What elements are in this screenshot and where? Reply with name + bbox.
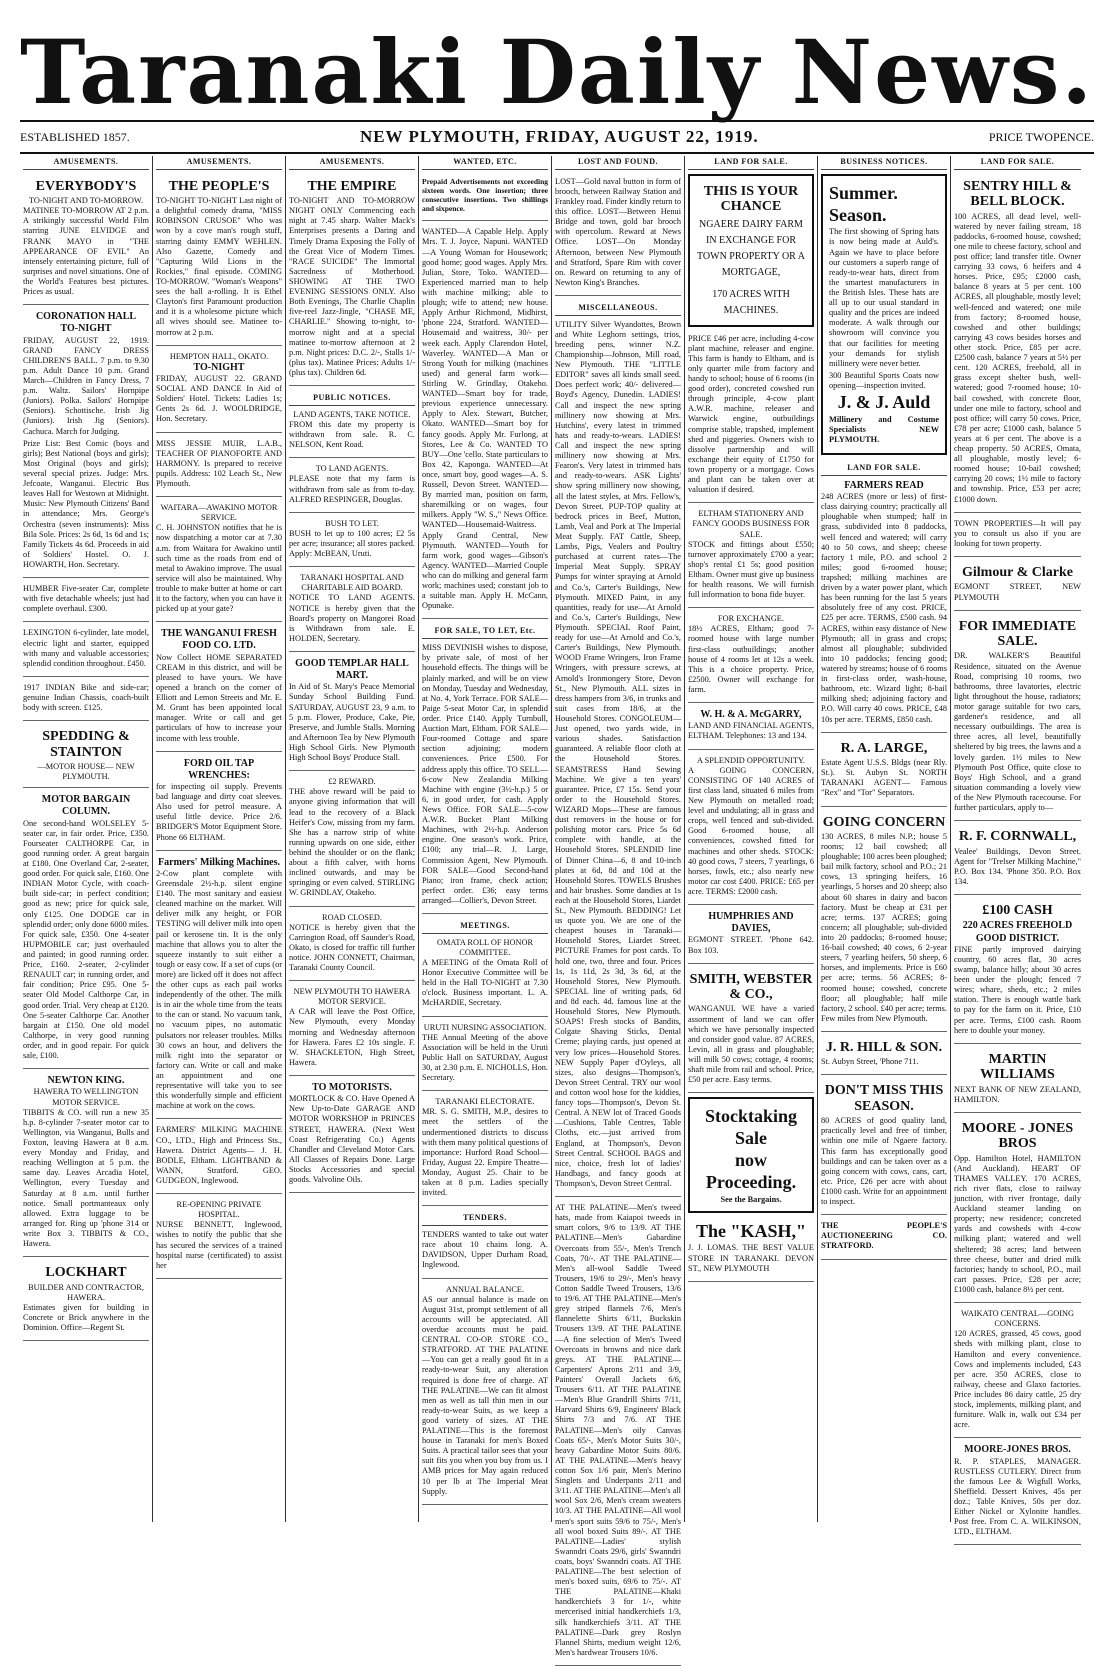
ad-title: THE WANGANUI FRESH FOOD CO. LTD. <box>161 628 277 652</box>
ad-title: THE PEOPLE'S <box>168 178 270 194</box>
ad-body: A GOING CONCERN, CONSISTING OF 140 ACRES of first class land, situated 6 miles from New Plymouth on metalled road; level and undulating; all in grass and crops, well fenced and sub-divided. Good 6-roomed house, all conveniences, cowshed fitted for machines and other sheds. STOCK: 40 good cows, 7 steers, 7 yearlings, 6 horses, fowls, etc.; also nearly new motor car cost £400. PRICE: £65 per acre. TERMS: £2000 cash. <box>688 765 814 896</box>
ad-title: Gilmour & Clarke <box>962 565 1073 581</box>
notice-reward <box>289 774 415 906</box>
ad-subtitle: TO-NIGHT <box>60 323 112 335</box>
lost-found-list <box>555 174 681 296</box>
section-heading: MISCELLANEOUS. <box>555 302 681 316</box>
ad-body: NEXT BANK OF NEW ZEALAND, HAMILTON. <box>954 1084 1081 1104</box>
ad-title: J. R. HILL & SON. <box>825 1039 943 1055</box>
ad-title: SENTRY HILL & BELL BLOCK. <box>963 178 1072 210</box>
ad-subtitle: TO-NIGHT AND TO-MORROW. <box>28 196 144 206</box>
column-heading: AMUSEMENTS. <box>289 156 415 170</box>
ad-body: The first showing of Spring hats is now being made at Auld's. Again we have to place before our customers a superb range of ready-to-wear hats, direct from the smartest manufacturers in the British Isles. These hats are all up to our usual standard in quality and the prices are indeed moderate. A walk through our showroom will convince you that our facilities for meeting your demands for stylish millinery were never better. <box>829 227 939 368</box>
ad-title: FORD OIL TAP WRENCHES: <box>183 757 255 781</box>
ad-title: TARANAKI ELECTORATE. <box>435 1097 535 1107</box>
column-1 <box>20 156 153 1522</box>
section-heading: TENDERS. <box>422 1212 548 1226</box>
ad-body: UTILITY Silver Wyandottes, Brown and White Leghorn settings, trios, breeding pens, winner N.Z. Championship—Johnson, Mill road, New Plymouth. THE "LITTLE EDITOR" saves all kinds small seed. Does perfect work; 40/- delivered—Boyd's Agency, Dunedin. LADIES! Call and inspect the new spring millinery now showing at Mrs. Hutchins', every latest in trimmed hats and ready-to-wears. LADIES! Call and inspect the new spring millinery now showing at Mrs. Fearon's. Very latest in trimmed hats and ready-to-wears. ASK Lights' show spring millinery now showing, all the latest styles, at Mrs. Fellow's, Devon Street. PUP-TOP quality at bedrock prices in Beef, Mutton, Lamb, Veal and Pork at The Imperial Meat Supply. FAT Cattle, Sheep, Lambs, Pigs, Vealers and Poultry purchased at current rates—The Imperial Meat Supply. SPRAY Pumps for winter spraying at Arnold and Co.'s, Carter's Buildings, New Plymouth. MIXED Paint, in any quantities, ready for use—At Arnold and Co.'s, Carter's Buildings, New Plymouth. SPECIAL Roof Paint, ready for use—At Arnold and Co.'s, Carter's Buildings, New Plymouth. WOOD Frame Wringers, Iron Frame Wringers, with pressure screws, at Arnold's Ironmongery Store, Devon St., New Plymouth. ALL sizes in dress hampers from 3/6, in trunks and suit cases from 18/6, at the Household Stores. CONGOLEUM—Just opened, two yards wide, in various shades. Satisfaction guaranteed. A reliable floor cloth at the Household Stores. SEAMSTRESS Hand Sewing Machine. We give a ten years' guarantee. Price, £7 15s. Send your order to the Household Stores. WIZARD Mops—These are famous dust removers in the house or for polishing motor cars. Price 5s 6d complete with handle, at the Household Stores. SPLENDID line of Dinner China—6, 8 and 10-inch plates at 6d, 8d and 10d at the Household Stores. TOWELS Brushes and hair brushes. Some dandies at 1s each at the Household Stores, Liardet St., New Plymouth. BEDDING! Let us quote you. We are one of the cheapest houses in Taranaki—Household Stores, Liardet Street. PICTURE Frames for post cards. To hold one, two, three and four. Prices 1s, 1s 11d, 2s 3d, 3s 6d, at the Household Stores, New Plymouth. SPECIAL line of writing pads, 6d and 8d each. 4d. famous line at the Household Stores, New Plymouth. SOAPS! Fresh stocks of Bandits, Colgate Shaving Sticks, Dental Creme; playing cards, just opened at very low prices—Household Stores. NEW Supply Paper d'Oyleys, all sizes, also designs—Thompson's, Devon Street Central. TRY our wool and cotton wool hose for the kiddies, fancy tops—Thompson's, Devon St. Central. A NEW lot of Traced Goods—Cushions, Table Centres, Table Cloths, etc.—just arrived from England, at Thompson's, Devon Street Central. SCHOOL BAGS and nice, choice, fresh lot of ladies' Handbags, and fancy goods at Thompson's, Devon Street Central. <box>555 319 681 1188</box>
wanted-rates <box>422 174 548 222</box>
ad-title: WAIKATO CENTRAL—GOING CONCERNS. <box>961 1309 1074 1329</box>
column-heading: WANTED, ETC. <box>422 156 548 170</box>
ad-title: The "KASH," <box>695 1220 806 1241</box>
ad-dont-miss <box>821 1078 947 1215</box>
column-2 <box>153 156 286 1522</box>
ad-moore-jones <box>954 1116 1081 1303</box>
ad-town-properties <box>954 516 1081 557</box>
ad-title: URUTI NURSING ASSOCIATION. <box>423 1022 547 1032</box>
tenders-section <box>422 1209 548 1278</box>
price: PRICE TWOPENCE. <box>988 129 1094 144</box>
ad-body: Now Collect HOME SEPARATED CREAM in this district, and will be pleased to have yours. We have opened a branch on the corner of Elliott and Lemon Streets and Mr. E. M. Grant has been appointed local manager. Write or call and get particulars of how to increase your income with less trouble. <box>156 652 282 743</box>
masthead-word-2: Daily <box>499 20 761 124</box>
section-heading: MEETINGS. <box>422 920 548 934</box>
ad-body: 120 ACRES, grassed, 45 cows, good sheds with milking plant, close to Hamilton and every convenience. Cows and implements included, £43 per acre. 350 ACRES, close to railway, cheese and Glaxo factories. Price includes 86 dairy cattle, 25 dry stock, implements, milking plant, and furniture. Walk in, walk out £34 per acre. <box>954 1329 1081 1430</box>
ad-milking-machine-co <box>156 1122 282 1194</box>
ad-body: Opp. Hamilton Hotel, HAMILTON (And Auckland). HEART OF THAMES VALLEY. 170 ACRES, rich river flats, close to railway junction, with river frontage, daily Auckland steamer landing on property; new residence; concreted yards and cowsheds with 4-cow milking plant; watered and well sheltered; 38 acres; land between three cheese, butter and dried milk factories; handy to school, P.O., mail cart passes. Price, £28 per acre; £1000 cash, balance 8½ per cent. <box>954 1153 1081 1294</box>
ad-body: for inspecting oil supply. Prevents bad language and dirty coat sleeves. Also used for petrol measure. A useful little device. Price 2/6. BRIDGER'S Motor Equipment Store. Phone 66 ELTHAM. <box>156 782 282 842</box>
dateline <box>20 120 1094 154</box>
ad-title: THE EMPIRE <box>307 178 397 194</box>
ad-title: ELTHAM STATIONERY AND FANCY GOODS BUSINESS FOR SALE. <box>692 509 810 539</box>
ad-body: PRICE £46 per acre, including 4-cow plant machine, releaser and engine. This farm is handy to Eltham, and is only quarter mile from factory and handy to school; house of 6 rooms (in good order), concreted cowshed run through principle, 4-cow plant A.W.R. machine, releaser and Warwick engine, outbuildings comprise stable, trapshed, implement shed and piggeries. Owners wish to dissolve partnership and will exchange their equity of £1750 for town property or a mortgage. Cows and plant can be taken over at valuation if desired. <box>688 333 814 495</box>
ad-title: GOOD TEMPLAR HALL MART. <box>295 657 409 682</box>
ad-title: FOR IMMEDIATE SALE. <box>958 618 1077 650</box>
column-7 <box>818 156 951 1522</box>
ad-line-2: Sale <box>734 1128 767 1149</box>
ad-title: RE-OPENING PRIVATE HOSPITAL. <box>176 1200 262 1220</box>
column-5 <box>552 156 685 1657</box>
ad-farmers-read <box>821 459 947 732</box>
ad-subtitle-2: 170 ACRES WITH MACHINES. <box>712 288 790 316</box>
ad-stocktaking-sale <box>688 1097 814 1212</box>
ad-empire <box>289 174 415 386</box>
ad-body: PLEASE note that my farm is withdrawn from sale as from to-day. ALFRED RESPINGER, Douglas. <box>289 474 415 504</box>
ad-farm-details <box>688 331 814 504</box>
ad-subtitle: TO-NIGHT <box>193 361 245 373</box>
ad-body: 1917 INDIAN Bike and side-car; genuine Indian Chassis, coach-built body with screen. £125. <box>23 682 149 713</box>
ad-title: HEMPTON HALL, OKATO. <box>169 351 269 361</box>
ad-body: AS our annual balance is made on August 31st, prompt settlement of all accounts will be appreciated. All overdue accounts must be paid. CENTRAL CO-OP. STORE CO., STRATFORD. AT THE PALATINE—You can get a really good fit in a ready-to-wear Suit, any alteration required is done free of charge. AT THE PALATINE—We can fit almost men as well as tall thin men in our ready-to-wear Suits, as we keep a good variety of sizes. AT THE PALATINE—This is the foremost house in Taranaki for men's Boxed Suits. A practical tailor sees that your suit fits you when you buy from us. I AMB prices for May again reduced 10 per lb at The Imperial Meat Supply. <box>422 1294 548 1496</box>
ad-body: WANTED—A Capable Help. Apply Mrs. T. J. Joyce, Napuni. WANTED—A Young Woman for Housework; good home; good wages. Apply Mrs. Julian, Store, Toko. WANTED—Experienced married man to help with machine milking; able to plough; wife to attend; new house. Apply Arthur Richmond, Midhirst, 'phone 224, Stratford. WANTED—Housemaid and waitress, 30/- per week each. Apply Clarendon Hotel, Waverley. WANTED—A Man or Strong Youth for milking (machines used) and general farm work—Stirling W. Grindlay, Otakeho. WANTED—Smart boy for trade, previous experience unnecessary. Apply to Alex. Stewart, Butcher, Okato. WANTED—Smart boy for fancy goods. Apply Mr. Furlong, at Stores, Lee & Co. WANTED TO BUY—One 'cello. State particulars to Box 42, Kaponga. WANTED—At once, smart boy, good wages—A. S. Russell, Devon Street. WANTED—By married man, position on farm, sharemilking or on wages, four milkers. Apply "W. S.," News Office. WANTED—Housemaid-Waitress. Apply Grand Central, New Plymouth. WANTED—Youth for farm work, good wages—Gibson's Agency. WANTED—Married Couple who can do milking and general farm work; machines used; constant job to a suitable man. Apply H. McCann, Opunake. <box>422 227 548 611</box>
ad-title: TARANAKI HOSPITAL AND CHARITABLE AID BOARD. <box>300 573 404 593</box>
ad-motor-bargain <box>23 791 149 1069</box>
ad-splendid-opportunity <box>688 753 814 906</box>
ad-waitara-motor <box>156 500 282 622</box>
ad-ford-oil <box>156 755 282 851</box>
ad-title: W. H. & A. McGARRY, <box>700 709 802 721</box>
ad-subtitle: HAWERA TO WELLINGTON MOTOR SERVICE. <box>33 1087 139 1107</box>
taranaki-electorate <box>422 1094 548 1206</box>
ad-summer-season <box>821 174 947 455</box>
ad-body: TO-NIGHT AND TO-MORROW NIGHT ONLY Commencing each night at 7.45 sharp. Walter Mack's Enterprises presents a Daring and Timely Drama Exposing the Folly of the Great Vice of Modern Times. "RACE SUICIDE" The Immortal Sacredness of Motherhood. SHOWING AT THE TWO EVENING SESSIONS ONLY. Also Both Evenings, The Charlie Chaplin five-reel Jazz-Jingle, "CHASE ME, CHARLIE." Showing to-night, to-morrow night and at a special matinee to-morrow afternoon at 2 p.m. Night prices: D.C. 2/-, Stalls 1/- (plus tax). Matinee Prices: Adults 1/- (plus tax). Children 6d. <box>289 196 415 377</box>
ad-body: THE PEOPLE'S AUCTIONEERING CO. STRATFORD. <box>821 1221 947 1251</box>
ad-immediate-sale <box>954 614 1081 822</box>
ad-title: MOORE-JONES BROS. <box>964 1444 1071 1456</box>
ad-title: LOCKHART <box>45 1265 127 1281</box>
ad-moore-jones-2 <box>954 1441 1081 1545</box>
ad-peoples-auctioneering <box>821 1218 947 1259</box>
ad-title: HUMPHRIES AND DAVIES, <box>708 911 794 935</box>
column-heading: LAND FOR SALE. <box>954 156 1081 170</box>
ad-spedding <box>23 724 149 788</box>
ad-title: R. A. LARGE, <box>840 740 928 756</box>
uruti-nursing <box>422 1020 548 1092</box>
ad-body: FINE partly improved dairying country, 60 acres flat, 30 acres swamp, balance hilly; about 30 acres been under the plough; fenced 7 wires; whare, sheds, etc.; 2 miles station. There is enough wattle bark to pay for the farm on it. Price, £10 per acre. Terms, £100 cash. Room here to double your money. <box>954 944 1081 1035</box>
ad-body: FRIDAY, AUGUST 22, 1919. GRAND FANCY DRESS CHILDREN'S BALL. 7 p.m. to 9.30 p.m. Adult Dance 10 p.m. Grand March—Children in Fancy Dress, 7 p.m. Waltz. Sailors' Hornpipe (Juniors). Polka. Sailors' Hornpipe (Seniors). Schottische. Irish Jig (Juniors). Irish Jig (Seniors). Cachuca. March for Judging. <box>23 335 149 436</box>
ad-body: WANGANUI. WE have a varied assortment of land we can offer which we have personally inspected and consider good value. 87 ACRES, Levin, all in grass and ploughable; will milk 50 cows; cottage, 4 rooms; shaft mile from rail and school. Price, £50 per acre. Easy terms. <box>688 1004 814 1085</box>
ad-mortlock <box>289 1079 415 1193</box>
column-heading: BUSINESS NOTICES. <box>821 156 947 170</box>
ad-mcgarry <box>688 706 814 749</box>
ad-body: BUSH to let up to 100 acres; £2 5s per acre; insurance; all stores packed. Apply: McBEAN, Uruti. <box>289 528 415 559</box>
masthead-word-3: News. <box>791 20 1094 124</box>
ad-kash <box>688 1217 814 1282</box>
ad-title: WAITARA—AWAKINO MOTOR SERVICE. <box>160 503 278 523</box>
ad-title: SMITH, WEBSTER & CO., <box>689 971 813 1003</box>
ad-line-1: Summer. <box>829 182 898 203</box>
ad-title: SPEDDING & STAINTON <box>42 729 130 760</box>
palatine-list <box>555 1200 681 1666</box>
for-sale-section <box>422 622 548 914</box>
ad-body: FRIDAY, AUGUST 22. GRAND SOCIAL AND DANCE In Aid of Soldiers' Hotel. Tickets: Ladies 1s; Gents 2s 6d. J. WOOLDRIDGE, Hon. Secretary. <box>156 373 282 424</box>
masthead <box>20 12 1094 124</box>
section-heading: PUBLIC NOTICES. <box>289 392 415 406</box>
ad-body: 130 ACRES, 8 miles N.P.; house 5 rooms; 12 bail cowshed; all ploughable; 100 acres been ploughed; bail milk factory, school and P.O.; 21 cows, 13 springing heifers, 16 yearlings, 5 horses and 20 sheep; also about 60 shares in dairy and bacon factory. Must be cheap at £31 per acre; terms. 137 ACRES; going concern; all ploughable; sub-divided into 20 paddocks; 8-roomed house; 16-bail cowshed; 40 cows, 6 2-year steers, 7 yearling heifers, 50 sheep, 6 horses, and implements. Price is £60 per acre; terms. 56 ACRES; 8-roomed house; cowshed, concrete floor; all ploughable; half mile factory, 2 school. £40 per acre; terms. Few miles from New Plymouth. <box>821 831 947 1023</box>
ad-body: MISS DEVINISH wishes to dispose, by private sale, of most of her household effects. The things will be plainly marked, and will be on view on Monday, Tuesday and Wednesday, at No. 4, York Terrace. FOR SALE—Paige 5-seat Motor Car, in splendid order. Price £140. Apply Turnbull, Auction Mart, Eltham. FOR SALE—Four-roomed Cottage and spare section adjoining; modern conveniences. Price £500. For address apply this office. TO SELL—6-cow New Zealandia Milking Machine with engine (3½-h.p.) 5 or 6, in good order, for cash. Apply News Office. FOR SALE—5-cow A.W.R. Bucket Plant Milking Machines, with 2½-h.p. Anderson engine. One season's work. Price, £100; any trial—R. J. Large, Commission Agent, New Plymouth. FOR SALE—Good Second-hand Piano; iron frame, check action; perfect order. £36; easy terms arranged—Collier's, Devon Street. <box>422 643 548 905</box>
meetings-section <box>422 917 548 1017</box>
ad-martin-williams <box>954 1047 1081 1113</box>
ad-body: TOWN PROPERTIES—It will pay you to consult us also if you are looking for town property. <box>954 518 1081 548</box>
masthead-word-1: Taranaki <box>20 20 469 124</box>
ad-sentry-hill <box>954 174 1081 513</box>
ad-title: TO MOTORISTS. <box>312 1082 392 1094</box>
ad-peoples <box>156 174 282 346</box>
ad-body: FARMERS' MILKING MACHINE CO., LTD., High and Princess Sts., Hawera. District Agents— J. H. BODLE, Eltham. LIGHTBAND & WANN, Stratford. GEO. GUDGEON, Inglewood. <box>156 1125 282 1186</box>
column-6 <box>685 156 818 1522</box>
column-4 <box>419 156 552 1522</box>
ad-title: TO LAND AGENTS. <box>315 464 389 474</box>
ad-title: FOR EXCHANGE. <box>718 614 784 624</box>
ad-title: CORONATION HALL <box>35 311 137 323</box>
ad-body: 80 ACRES of good quality land, practically level and free of timber, within one mile of Ngaere factory. This farm has exceptionally good buildings and can be taken over as a going concern with cows, cans, cart, etc. Price, £26 per acre with about £1000 cash. Write for an appointment to inspect. <box>821 1116 947 1207</box>
column-heading: LOST AND FOUND. <box>555 156 681 170</box>
ad-subtitle: Millinery and Costume Specialists NEW PLYMOUTH. <box>829 414 939 445</box>
ad-body: EGMONT STREET. 'Phone 642. Box 103. <box>688 935 814 955</box>
ad-body: MATINEE TO-MORROW AT 2 p.m. A strikingly successful World Film starring JUNE ELVIDGE and FRANK MAYO in "THE APPEARANCE OF EVIL" An intensely entertaining picture, full of surprises and novel situations. One of the World's Features best pictures. Prices as usual. <box>23 206 149 297</box>
ad-body-2: 300 Beautiful Sports Coats now opening—inspection invited. <box>829 370 939 390</box>
ad-body: Estate Agent U.S.S. Bldgs (near Rly. St.). St. Aubyn St. NORTH TARANAKI AGENT— Famous "Rex" and "Tor" Separators. <box>821 758 947 798</box>
ad-title: BUSH TO LET. <box>325 518 379 528</box>
ad-for-exchange <box>688 611 814 703</box>
ad-title: R. F. CORNWALL, <box>958 829 1077 845</box>
ad-title: MARTIN WILLIAMS <box>980 1051 1055 1083</box>
notice-to-land-agents <box>289 461 415 512</box>
ad-lockhart <box>23 1260 149 1341</box>
ad-body: 2-Cow plant complete with Greensdale 2½-h.p. silent engine £140. The most sanitary and easiest cleaned machine on the market. Will deliver milk any height, or FOR TESTING will deliver milk into open pail or kerosene tin. It is the only machine that allows you to alter the squeeze instantly to suit either a tough or easy cow. If a set of cups (or more) are licked off it does not affect the other cups as each pail works independently of the other. The milk is in air the whole time from the teats to the can or stand. No vacuum tank, no vacuum pipes, no automatic pulsators nor releaser troubles. Milks 30 cows an hour, and delivers the milk right into the separator or factory can. Write or call and make an appointment and one representative will take you to see this wonderfully simple and efficient machine at work on the cows. <box>156 868 282 1111</box>
ad-humber <box>23 581 149 622</box>
ad-body: R. P. STAPLES, MANAGER. RUSTLESS CUTLERY. Direct from the famous Lee & Wigfull Works, Sheffield. Dessert Knives, 45s per doz.; Table Knives, 50s per doz. Either Nickel or Xylonite handles. Post free. From C. A. WILKINSON, LTD., ELTHAM. <box>954 1456 1081 1537</box>
ad-line-2: Season. <box>829 204 887 225</box>
ad-body: A MEETING of the Omata Roll of Honor Executive Committee will be held in the Hall TO-NIGHT at 7.30 o'clock. Business important. L. A. McHARDIE, Secretary. <box>422 958 548 1008</box>
ad-smith-webster <box>688 967 814 1094</box>
ad-100-cash <box>954 898 1081 1044</box>
notice-road-closed <box>289 910 415 982</box>
ad-jr-hill <box>821 1035 947 1076</box>
ad-everybodys <box>23 174 149 305</box>
ad-cornwall <box>954 824 1081 895</box>
ad-body: TIBBITS & CO. will run a new 35 h.p. 8-cylinder 7-seater motor car to Wellington, via Wanganui, Bulls and Foxton, leaving Hawera at 8 a.m. every Monday and Friday, and reaching Wellington at 5 p.m. the same day. Leaves Arcadia Hotel, Wellington, every Tuesday and Saturday at 8 a.m. until further notice. Small portmanteaux only allowed. Extra luggage to be arranged for. Ring up 'phone 314 or write Box 3. TIBBITS & CO., Hawera. <box>23 1107 149 1249</box>
ad-title: J. & J. Auld <box>837 392 931 413</box>
ad-humphries-davies <box>688 908 814 964</box>
ad-body: MORTLOCK & CO. Have Opened A New Up-to-Date GARAGE AND MOTOR WORKSHOP in PRINCES STREET, HAWERA. (Next West Coast Refrigerating Co.) Agents Chandler and Cleveland Motor Cars. All Classes of Repairs Done. Large Stocks Accessories and special goods. Valvoline Oils. <box>289 1094 415 1185</box>
ad-your-chance <box>688 174 814 327</box>
ad-hempton-hall <box>156 349 282 433</box>
ad-body: THE above reward will be paid to anyone giving information that will lead to the recovery of a Black Heifer's Cow, missing from my farm. She has a narrow strip of white running upwards on one side, either behind the shoulder or on the flank; about a fifth calver, with horns inclined outwards, and may be springing or even calved. STIRLING W. GRINDLAY, Otakeho. <box>289 787 415 898</box>
annual-balance <box>422 1282 548 1505</box>
ad-title: DON'T MISS THIS SEASON. <box>824 1083 944 1114</box>
ad-line-4: Proceeding. <box>705 1171 797 1192</box>
ad-title: £2 REWARD. <box>328 777 376 787</box>
ad-body: NOTICE TO LAND AGENTS. NOTICE is hereby given that the Board's property on Mangorei Road is Withdrawn from sale. E. HOLDEN, Secretary. <box>289 593 415 643</box>
column-heading: AMUSEMENTS. <box>23 156 149 170</box>
ad-body: NOTICE is hereby given that the Carrington Road, off Saunder's Road, Okato, is closed for traffic till further notice. JOHN CONNETT, Chairman, Taranaki County Council. <box>289 922 415 973</box>
notice-bush-to-let <box>289 516 415 567</box>
ad-title: EVERYBODY'S <box>35 178 137 194</box>
ad-body: LOST—Gold naval button in form of brooch, between Railway Station and Frankley road. Finder kindly return to this office. LOST—Between Henui Bridge and town, gold bar brooch with opercolum. Reward at News Office. LOST—On Monday Afternoon, between New Plymouth and Stratford, Spare Rim with cover on. Reward on returning to any of Newton King's Branches. <box>555 176 681 287</box>
ad-subtitle: FARMERS READ <box>844 479 924 491</box>
ad-body: STOCK and fittings about £550; turnover approximately £700 a year; shop's rental £1 5s; good position Eltham. Owner must give up business for health reasons. We will furnish full information to bona fide buyer. <box>688 539 814 600</box>
wanted-list <box>422 224 548 619</box>
ad-body: TENDERS wanted to take out water race about 10 chains long. A. DAVIDSON, Upper Durham Road, Inglewood. <box>422 1230 548 1270</box>
ad-waikato-central <box>954 1306 1081 1438</box>
established: ESTABLISHED 1857. <box>20 129 130 144</box>
ad-body: In Aid of St. Mary's Peace Memorial Sunday School Building Fund. SATURDAY, AUGUST 23, 9 a.m. to 5 p.m. Flower, Produce, Cake, Pie, Preserve, and Jumble Stalls. Morning and Afternoon Tea by New Plymouth High School Girls. New Plymouth High School Boys' Produce Stall. <box>289 682 415 763</box>
ad-body: NURSE BENNETT, Inglewood, wishes to notify the public that she has secured the services of a trained hospital nurse (certificated) to assist her <box>156 1220 282 1270</box>
ad-private-hospital <box>156 1197 282 1279</box>
ad-subtitle: —MOTOR HOUSE— NEW PLYMOUTH. <box>37 762 135 782</box>
column-heading: AMUSEMENTS. <box>156 156 282 170</box>
ad-body: THE Annual Meeting of the above Association will be held in the Uruti Public Hall on SATURDAY, August 30, at 2.30 p.m. E. NICHOLLS, Hon. Secretary. <box>422 1032 548 1083</box>
ad-subtitle: OMATA ROLL OF HONOR COMMITTEE. <box>436 937 534 957</box>
ad-body: St. Aubyn Street, 'Phone 711. <box>821 1057 919 1067</box>
ad-body: FROM this date my property is withdrawn from sale. R. C. NELSON, Kent Road. <box>289 419 415 450</box>
ad-body: EGMONT STREET, NEW PLYMOUTH <box>954 582 1081 602</box>
ad-title: A SPLENDID OPPORTUNITY. <box>697 755 805 765</box>
ad-body: DR. WALKER'S Beautiful Residence, situated on the Avenue Road, comprising 10 rooms, two bathrooms, three lavatories, electric light throughout the house, radiators; motor garage suitable for two cars, gardener's residence, and all necessary outbuildings. The area is three acres, all level, beautifully sheltered by big trees, the lawns and a lovely garden. 1½ miles to New Plymouth Post Office, quite close to Boys' High School, and a grand situation commanding a lovely view of the New Plymouth racecourse. For further particulars, apply to— <box>954 651 1081 813</box>
ad-body: Estimates given for building in Concrete or Brick anywhere in the Dominion. Office—Regent St. <box>23 1302 149 1332</box>
ad-body: Prepaid Advertisements not exceeding sixteen words. One insertion; three consecutive insertions. Two shillings and sixpence. <box>422 176 548 214</box>
ad-subtitle: NGAERE DAIRY FARM IN EXCHANGE FOR TOWN PROPERTY OR A MORTGAGE, <box>696 218 806 278</box>
ad-going-concern <box>821 810 947 1032</box>
ad-subtitle: LAND AGENTS, TAKE NOTICE. <box>293 409 411 419</box>
ad-body: HUMBER Five-seater Car, complete with five detachable wheels; just had complete overhaul. £300. <box>23 584 149 614</box>
miscellaneous-section <box>555 299 681 1197</box>
ad-body: TO-NIGHT TO-NIGHT Last night of a delightful comedy drama, "MISS ROBINSON CRUSOE" Who was won by a cove man's rough stuff, starring dainty EMMY WEHLEN. Also Gazette, Comedy and "Capturing Wild Lions in the Rockies," final episode. COMING TO-MORROW. "Woman's Weapons" sees the ball a-rolling. It is Ethel Clayton's first Paramount production and it is a wholesome picture which all wives should see. Matinee to-morrow at 2 p.m. <box>156 196 282 337</box>
ad-body-2: Prize List: Best Comic (boys and girls); Best National (boys and girls); Most Original (boys and girls); several special prizes. Judge: Mrs. Jefcoate, Wanganui. Electric Bus leaves Hall for Westown at Midnight. Music: New Plymouth Citizens' Band in attendance; Mrs. George's Orchestra (seven instruments): Miss Bila Sole. Prices: 2s 6d, 1s 6d and 1s; Family Tickets 4s 6d. Proceeds in aid of Soldiers' Hostel. O. J. HOWARTH, Hon. Secretary. <box>23 438 149 570</box>
column-heading: LAND FOR SALE. <box>688 156 814 170</box>
ad-body: 18½ ACRES, Eltham; good 7-roomed house with large number first-class outbuildings; another house of 4 rooms let at 12s a week. This is a choice property. Price, £2500. Owner will exchange for farm. <box>688 624 814 695</box>
ad-title: MOTOR BARGAIN COLUMN. <box>41 794 131 818</box>
ad-line-1: Stocktaking <box>704 1106 798 1127</box>
ad-title: NEWTON KING. <box>47 1075 125 1087</box>
column-3 <box>286 156 419 1522</box>
columns <box>20 156 1094 1657</box>
ad-subtitle: 220 ACRES FREEHOLD GOOD DISTRICT. <box>962 920 1073 944</box>
column-8 <box>951 156 1084 1537</box>
ad-body: AT THE PALATINE—Men's tweed hats, made from Kaiapoi tweeds in smart colors, 9/6 to 13/9. AT THE PALATINE—Men's Gabardine Overcoats from 55/-, Men's Trench Coats, 70/-. AT THE PALATINE—Men's all-wool Saddle Tweed Trousers, 19/6 to 29/-, Men's heavy Cotton Saddle Tweed Trousers, 13/6 to 19/6. AT THE PALATINE—Men's grey striped flannels 7/6, Men's flannelette Shirts 6/11, Buckskin Trousers 13/9. AT THE PALATINE—A fine selection of Men's Tweed Overcoats in browns and nice dark greys. AT THE PALATINE—Carpenters' Aprons 2/11 and 3/9, Painters' Overall Jackets 6/6, Trousers 6/11. AT THE PALATINE—Men's Blue Grandrill Shirts 7/11, Harvard Shirts 6/9, Engineers' Black Shirts 7/3 and 7/6. AT THE PALATINE—Men's oily Canvas Coats 65/-, Men's Motor Suits 30/-, heavy Gabardine Motor Suits 80/6. AT THE PALATINE—Men's heavy cotton Sox 1/6 pair, Men's Merino Singlets and Underpants 2/11 and 3/11. AT THE PALATINE—Men's all wool Sox 2/6, Men's cream sweaters 10/3. AT THE PALATINE—All wool men's sport suits 59/6 to 75/-, Men's all wool boxed Suits 89/-. AT THE PALATINE—Ladies' stylish Swanndri Coats 29/6, girls' Swanndri coats, boys' Swanndri coats. AT THE PALATINE—The best selection of men's boxed suits, 69/6 to 75/-. AT THE PALATINE—Khaki handkerchiefs 3 for 1/-, white mercerised initial handkerchiefs 1/3, silk handkerchiefs 3/11. AT THE PALATINE—Dark grey Roslyn Flannel Shirts, medium weight 12/6, Men's hardwear Trousers 10/6. <box>555 1203 681 1657</box>
ad-milking-machines <box>156 854 282 1120</box>
ad-line-3: now <box>734 1149 767 1170</box>
ad-title: GOING CONCERN <box>822 814 946 830</box>
ad-stationery-business <box>688 506 814 608</box>
ad-indian <box>23 680 149 721</box>
ad-body: 100 ACRES, all dead level, well-watered by never failing stream, 18 paddocks, 6-roomed house, cowshed; one mile to cheese factory, school and post office; land transfer title. Owner carrying 33 cows, 6 heifers and 4 horses. Price, £95; £2000 cash, balance 8 years at 5 per cent. 100 ACRES, all ploughable, mostly level; well-fenced and watered; one mile from factory; 8-roomed house, cowshed and other buildings; carrying 43 cows besides horses and other stock. Price, £85 per acre. £2500 cash, balance 7 years at 5½ per cent. 120 ACRES, freehold, all in grass except shelter bush, well-watered; good 7-roomed house; 10-bail cowshed, with concrete floor, under one mile to factory, school and post office; will carry 50 cows. Price, £78 per acre; £1000 cash, balance 5 years at 6 per cent. The above is a cheap property. 50 ACRES, Omata, all ploughable, mostly level; 6-roomed house; 10-bail cowshed; carrying 20 cows; 1½ mile to factory and township. Price, £53 per acre; £1000 down. <box>954 211 1081 504</box>
ad-ra-large <box>821 736 947 807</box>
ad-wanganui-fresh-food <box>156 625 282 751</box>
ad-title: MOORE - JONES BROS <box>961 1120 1074 1152</box>
issue-date: NEW PLYMOUTH, FRIDAY, AUGUST 22, 1919. <box>359 127 759 146</box>
ad-body: C. H. JOHNSTON notifies that he is now dispatching a motor car at 7.30 a.m. from Waitara for Awakino until such time as the roads from end of metal to Awakino improve. The usual service will also be maintained. Why trouble to make butter at home or cart it to the factory, when you can have it picked up at your gate? <box>156 523 282 614</box>
ad-gilmour-clarke <box>954 560 1081 611</box>
ad-hawera-motor-service <box>289 984 415 1076</box>
notice-hospital-board <box>289 570 415 652</box>
ad-coronation-hall <box>23 308 149 578</box>
ad-templar-hall-mart <box>289 655 415 771</box>
ad-jessie-muir <box>156 436 282 498</box>
ad-lexington <box>23 625 149 676</box>
ad-subtitle: BUILDER AND CONTRACTOR, HAWERA. <box>28 1282 144 1302</box>
ad-title: £100 CASH <box>982 903 1053 918</box>
section-heading: LAND FOR SALE. <box>821 462 947 476</box>
ad-title: ANNUAL BALANCE. <box>445 1284 525 1294</box>
ad-title: THIS IS YOUR CHANCE <box>703 183 799 215</box>
ad-title: NEW PLYMOUTH TO HAWERA MOTOR SERVICE. <box>293 987 411 1007</box>
ad-body: J. J. LOMAS. THE BEST VALUE STORE IN TARANAKI. DEVON ST., NEW PLYMOUTH <box>688 1243 814 1273</box>
ad-title: Farmers' Milking Machines. <box>158 856 280 868</box>
ad-body: One second-hand WOLSELEY 5-seater car, in fair order. Price, £350. Fourseater CALTHORPE Car, in good running order. A great bargain at £180. One Overland Car, 2-seater, good order. For quick sale, £160. One INDIAN Motor Cycle, with coach-built side-car; in perfect condition; good as new; price for quick sale, only £125. One DODGE car in splendid order; only done 6000 miles. For quick sale, £350. One 4-seater HUPMOBILE car; just overhauled and painted; in good running order. Price, £160. 2-seater, 2-cylinder RENAULT car; in running order, and fair condition; Price £95. One 5-seater Old Model Calthorpe Car, in good order. Trial. Very cheap at £120. One 5-seater Calthorpe Car. Another bargain at £150. One old model Calthorpe, in very good running order, and in good repair. For quick sale, £100. <box>23 818 149 1061</box>
notice-land-agents <box>289 389 415 458</box>
section-heading: FOR SALE, TO LET, Etc. <box>422 625 548 639</box>
ad-body: LEXINGTON 6-cylinder, late model, electric light and starter, equipped with many and valuable accessories; splendid condition throughout. £450. <box>23 628 149 668</box>
ad-body: A CAR will leave the Post Office, New Plymouth, every Monday morning and Wednesday afternoon for Hawera. Fares £2 10s single. F. W. SHACKLETON, High Street, Hawera. <box>289 1007 415 1067</box>
ad-body: MISS JESSIE MUIR, L.A.B., TEACHER OF PIANOFORTE AND HARMONY. Is prepared to receive pupils. Address: 102 Leach St., New Plymouth. <box>156 438 282 488</box>
ad-body: LAND AND FINANCIAL AGENTS, ELTHAM. Telephones: 13 and 134. <box>688 721 814 741</box>
ad-body: 248 ACRES (more or less) of first-class dairying country; practically all ploughable when stumped; half in grass, subdivided into 8 paddocks, well fenced and watered; will carry 40 to 50 cows, and sheep; cheese factory 1 mile, P.O. and school 2 miles; good 6-roomed house; trapshed; milking machines are driven by a water power plant, which has been running for the last 5 years absolutely free of any cost. PRICE, £25 per acre. TERMS, £500 cash. 94 ACRES, within easy distance of New Plymouth; all in grass and crops; almost all ploughable; subdivided into 10 paddocks; fencing good; watered by streams; house of 6 rooms in first-class order, wash-house, bathroom, etc. Wizard light; 8-bail milking shed; adjoining factory and P.O. Will carry 40 cows. PRICE, £48 10s per acre. TERMS, £850 cash. <box>821 492 947 724</box>
ad-newton-king <box>23 1072 149 1257</box>
ad-body: Vealee' Buildings, Devon Street. Agent for "Trelser Milking Machine," P.O. Box 134. 'Phone 350. P.O. Box 134. <box>954 846 1081 886</box>
ad-body: MR. S. G. SMITH, M.P., desires to meet the settlers of the undermentioned districts to discuss with them many political questions of importance: Hurford Road School—Friday, August 22. Empire Theatre—Monday, August 25. Chair to be taken at 8 p.m. Ladies specially invited. <box>422 1107 548 1198</box>
ad-line-5: See the Bargains. <box>720 1194 782 1204</box>
ad-title: ROAD CLOSED. <box>322 912 382 922</box>
